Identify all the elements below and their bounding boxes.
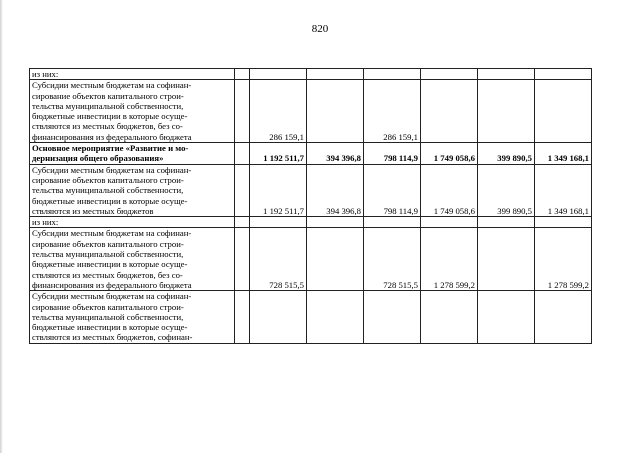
value-cell: 1 749 058,6 (421, 143, 478, 165)
value-cell: 394 396,8 (307, 164, 364, 216)
description-line: тельства муниципальной собственности, (32, 311, 184, 322)
description-line: ствляются из местных бюджетов, софинан- (32, 332, 193, 343)
description-line: ствляются из местных бюджетов, без со- (32, 121, 183, 132)
code-cell (235, 217, 250, 228)
row-description (30, 164, 235, 216)
description-line: ствляются из местных бюджетов, без со- (32, 269, 183, 280)
description-line: тельства муниципальной собственности, (32, 185, 184, 196)
value-cell (364, 217, 421, 228)
value-cell (535, 69, 592, 80)
table-row (30, 164, 592, 216)
value-cell (421, 291, 478, 343)
code-cell (235, 69, 250, 80)
code-cell (235, 164, 250, 216)
description-line: бюджетные инвестиции в которые осуще- (32, 195, 188, 206)
description-line: бюджетные инвестиции в которые осуще- (32, 111, 188, 122)
value-cell: 399 890,5 (478, 143, 535, 165)
value-cell: 394 396,8 (307, 143, 364, 165)
value-cell (535, 80, 592, 143)
value-cell: 1 349 168,1 (535, 143, 592, 165)
value-cell (478, 291, 535, 343)
value-cell (478, 80, 535, 143)
value-cell: 1 192 511,7 (250, 164, 307, 216)
description-line: сирование объектов капитального строи- (32, 238, 184, 249)
value-cell (478, 228, 535, 291)
value-cell: 286 159,1 (250, 80, 307, 143)
description-line: из них: (32, 69, 59, 79)
value-cell: 728 515,5 (364, 228, 421, 291)
description-line: тельства муниципальной собственности, (32, 249, 184, 260)
description-line: сирование объектов капитального строи- (32, 301, 184, 312)
description-line: бюджетные инвестиции в которые осуще- (32, 322, 188, 333)
row-description (30, 217, 235, 228)
row-description (30, 228, 235, 291)
scan-edge-shadow (0, 0, 3, 453)
description-line: Субсидии местным бюджетам на софинан- (32, 228, 192, 239)
description-line: финансирования из федерального бюджета (32, 279, 192, 290)
value-cell (478, 69, 535, 80)
table-row-main-activity (30, 143, 592, 165)
description-line: дернизация общего образования» (32, 153, 164, 164)
value-cell (535, 291, 592, 343)
description-line: ствляются из местных бюджетов (32, 205, 154, 216)
value-cell (364, 291, 421, 343)
description-line: Субсидии местным бюджетам на софинан- (32, 164, 192, 175)
value-cell (421, 80, 478, 143)
value-cell: 1 749 058,6 (421, 164, 478, 216)
table-body (30, 69, 592, 344)
value-cell (478, 217, 535, 228)
budget-table (29, 68, 592, 344)
description-line: Субсидии местным бюджетам на софинан- (32, 291, 192, 302)
code-cell (235, 291, 250, 343)
value-cell: 1 349 168,1 (535, 164, 592, 216)
table-row-subheader (30, 217, 592, 228)
row-description (30, 291, 235, 343)
value-cell: 798 114,9 (364, 143, 421, 165)
value-cell (364, 69, 421, 80)
row-description (30, 143, 235, 165)
value-cell (250, 217, 307, 228)
code-cell (235, 228, 250, 291)
value-cell: 1 278 599,2 (535, 228, 592, 291)
table-row-subheader (30, 69, 592, 80)
value-cell (535, 217, 592, 228)
description-line: Субсидии местным бюджетам на софинан- (32, 80, 192, 91)
value-cell: 728 515,5 (250, 228, 307, 291)
row-description (30, 80, 235, 143)
page-number: 820 (311, 23, 329, 35)
value-cell (307, 228, 364, 291)
description-line: сирование объектов капитального строи- (32, 90, 184, 101)
table-row (30, 291, 592, 343)
value-cell (250, 69, 307, 80)
description-line: Основное мероприятие «Развитие и мо- (32, 143, 189, 154)
row-description (30, 69, 235, 80)
value-cell (307, 291, 364, 343)
table-row (30, 228, 592, 291)
value-cell (421, 69, 478, 80)
description-line: финансирования из федерального бюджета (32, 131, 192, 142)
description-line: тельства муниципальной собственности, (32, 100, 184, 111)
value-cell: 798 114,9 (364, 164, 421, 216)
table-row (30, 80, 592, 143)
description-line: бюджетные инвестиции в которые осуще- (32, 259, 188, 270)
value-cell: 286 159,1 (364, 80, 421, 143)
code-cell (235, 143, 250, 165)
description-line: из них: (32, 217, 59, 228)
value-cell (307, 80, 364, 143)
value-cell: 1 192 511,7 (250, 143, 307, 165)
value-cell (307, 217, 364, 228)
value-cell: 399 890,5 (478, 164, 535, 216)
value-cell: 1 278 599,2 (421, 228, 478, 291)
value-cell (307, 69, 364, 80)
value-cell (421, 217, 478, 228)
description-line: сирование объектов капитального строи- (32, 174, 184, 185)
code-cell (235, 80, 250, 143)
value-cell (250, 291, 307, 343)
